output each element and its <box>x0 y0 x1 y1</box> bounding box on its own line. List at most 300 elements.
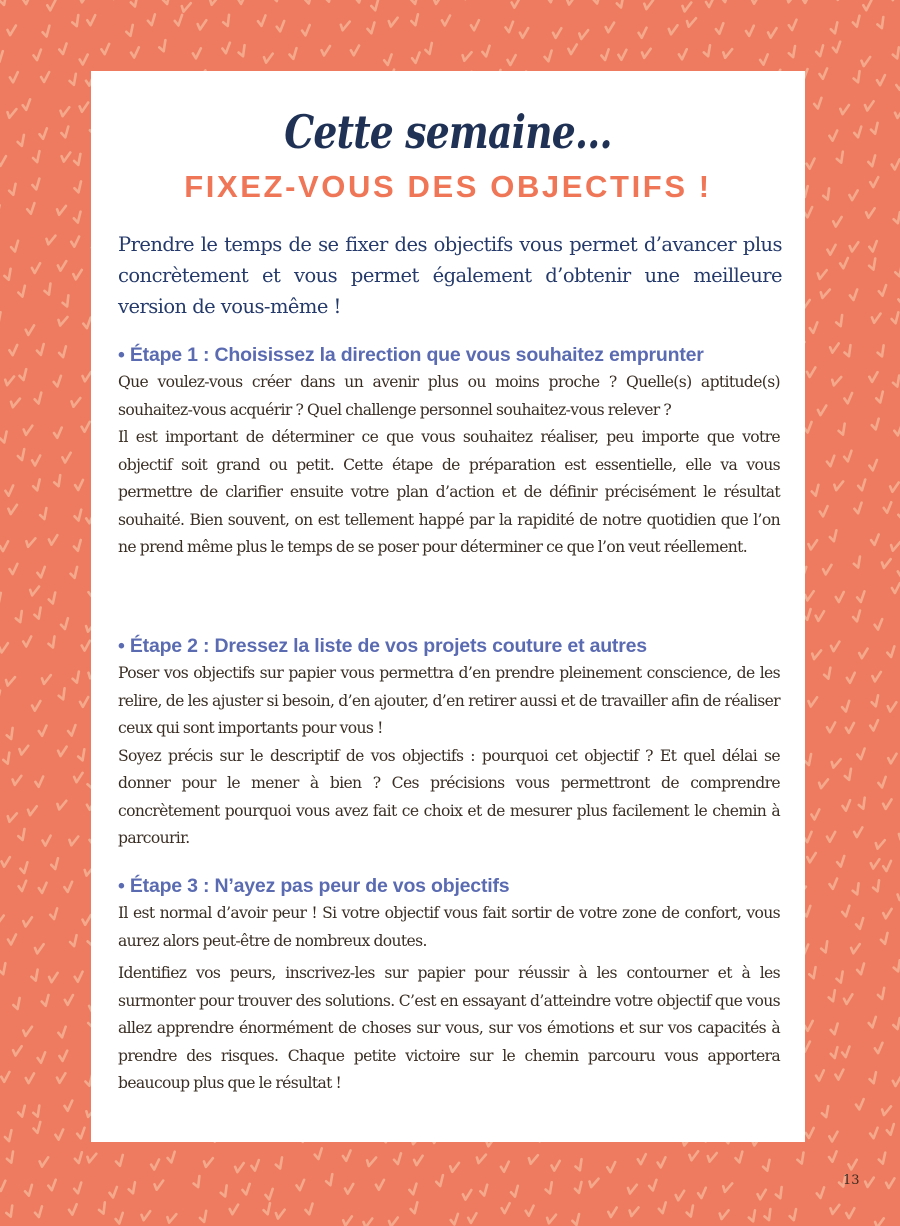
checkmark-icon <box>73 510 83 522</box>
checkmark-icon <box>274 1157 285 1169</box>
checkmark-icon <box>574 1159 585 1171</box>
checkmark-icon <box>442 15 450 25</box>
checkmark-icon <box>4 1130 14 1142</box>
checkmark-icon <box>468 1213 476 1223</box>
checkmark-icon <box>289 48 299 59</box>
checkmark-icon <box>26 203 35 214</box>
checkmark-icon <box>158 40 169 52</box>
checkmark-icon <box>818 778 828 789</box>
checkmark-icon <box>685 1206 695 1218</box>
checkmark-icon <box>880 933 890 945</box>
checkmark-icon <box>162 0 172 5</box>
checkmark-icon <box>871 880 882 892</box>
checkmark-icon <box>367 23 377 34</box>
checkmark-icon <box>807 852 816 863</box>
checkmark-icon <box>836 592 844 602</box>
checkmark-icon <box>64 882 73 892</box>
checkmark-icon <box>1 856 10 867</box>
checkmark-icon <box>242 1184 251 1195</box>
checkmark-icon <box>12 1045 21 1056</box>
checkmark-icon <box>883 799 892 810</box>
checkmark-icon <box>87 15 95 25</box>
checkmark-icon <box>41 673 51 684</box>
checkmark-icon <box>802 0 810 3</box>
checkmark-icon <box>857 480 867 491</box>
checkmark-icon <box>33 50 42 61</box>
checkmark-icon <box>238 0 246 4</box>
checkmark-icon <box>251 1160 260 1171</box>
checkmark-icon <box>835 152 846 164</box>
checkmark-icon <box>607 1162 615 1172</box>
checkmark-icon <box>433 0 442 4</box>
checkmark-icon <box>56 204 66 215</box>
checkmark-icon <box>811 809 819 819</box>
checkmark-icon <box>234 1162 243 1173</box>
checkmark-icon <box>544 1182 555 1194</box>
checkmark-icon <box>868 1072 878 1084</box>
checkmark-icon <box>658 1202 668 1213</box>
checkmark-icon <box>23 0 31 4</box>
checkmark-icon <box>853 127 863 138</box>
checkmark-icon <box>265 1189 274 1200</box>
step-3-heading: • Étape 3 : N’ayez pas peur de vos objectifs <box>118 875 510 897</box>
checkmark-icon <box>757 1189 766 1200</box>
checkmark-icon <box>869 372 877 382</box>
checkmark-icon <box>820 941 831 953</box>
checkmark-icon <box>45 234 55 246</box>
checkmark-icon <box>5 1152 16 1164</box>
checkmark-icon <box>410 1202 420 1214</box>
checkmark-icon <box>886 646 896 657</box>
checkmark-icon <box>865 207 874 218</box>
checkmark-icon <box>641 48 650 59</box>
checkmark-icon <box>82 641 90 651</box>
checkmark-icon <box>827 245 835 255</box>
step-1-paragraph-1: Que voulez-vous créer dans un avenir plus ou moins proche ? Quelle(s) aptitude(s) souhaitez-vous acquérir ? Quel challenge personnel souhaitez-vous relever ? <box>118 373 780 419</box>
checkmark-icon <box>384 54 393 65</box>
checkmark-icon <box>31 179 41 190</box>
checkmark-icon <box>566 0 576 5</box>
checkmark-icon <box>852 71 863 83</box>
checkmark-icon <box>615 0 625 8</box>
checkmark-icon <box>760 54 769 65</box>
checkmark-icon <box>510 1186 520 1197</box>
checkmark-icon <box>17 829 28 841</box>
checkmark-icon <box>571 1214 581 1226</box>
checkmark-icon <box>846 1208 854 1218</box>
checkmark-icon <box>388 16 398 27</box>
checkmark-icon <box>197 19 206 30</box>
checkmark-icon <box>841 906 850 917</box>
checkmark-icon <box>410 14 420 26</box>
checkmark-icon <box>71 15 82 27</box>
checkmark-icon <box>79 101 88 112</box>
checkmark-icon <box>682 1 692 12</box>
checkmark-icon <box>10 397 20 409</box>
checkmark-icon <box>41 995 51 1006</box>
checkmark-icon <box>8 934 16 944</box>
checkmark-icon <box>846 723 854 733</box>
step-2-paragraph-1: Poser vos objectifs sur papier vous permettra d’en prendre pleinement conscience, de les relire, de les ajuster si besoin, d’en ajouter, d’en retirer aussi et de travailler afin de réaliser ceux qui sont importants pour vous ! <box>118 664 780 737</box>
checkmark-icon <box>12 998 22 1010</box>
checkmark-icon <box>502 1203 510 1213</box>
checkmark-icon <box>22 99 31 110</box>
checkmark-icon <box>77 749 88 761</box>
checkmark-icon <box>60 618 70 629</box>
script-title: Cette semaine… <box>284 105 612 159</box>
checkmark-icon <box>351 45 359 55</box>
checkmark-icon <box>679 49 687 59</box>
checkmark-icon <box>59 43 68 54</box>
checkmark-icon <box>892 1018 900 1030</box>
checkmark-icon <box>815 611 824 622</box>
checkmark-icon <box>0 541 8 551</box>
checkmark-icon <box>47 636 58 648</box>
checkmark-icon <box>34 1206 44 1217</box>
checkmark-icon <box>747 1210 758 1222</box>
checkmark-icon <box>843 769 854 781</box>
checkmark-icon <box>869 460 878 471</box>
checkmark-icon <box>649 1180 658 1191</box>
checkmark-icon <box>366 1156 376 1168</box>
checkmark-icon <box>8 504 17 515</box>
checkmark-icon <box>276 21 285 32</box>
checkmark-icon <box>69 935 79 947</box>
checkmark-icon <box>827 832 835 842</box>
checkmark-icon <box>859 648 868 659</box>
checkmark-icon <box>870 858 879 869</box>
checkmark-icon <box>6 107 16 119</box>
checkmark-icon <box>815 45 825 56</box>
checkmark-icon <box>847 673 855 683</box>
checkmark-icon <box>48 1180 57 1191</box>
checkmark-icon <box>58 1027 67 1038</box>
checkmark-icon <box>896 79 900 90</box>
checkmark-icon <box>892 212 900 224</box>
step-3-paragraph-1: Il est normal d’avoir peur ! Si votre objectif vous fait sortir de votre zone de confort, vous aurez alors peut-être de nombreux doutes. <box>118 904 780 950</box>
checkmark-icon <box>844 994 853 1005</box>
checkmark-icon <box>33 608 44 620</box>
checkmark-icon <box>125 25 135 37</box>
checkmark-icon <box>1 1072 9 1082</box>
checkmark-icon <box>822 188 833 200</box>
checkmark-icon <box>829 530 839 542</box>
checkmark-icon <box>706 0 714 7</box>
checkmark-icon <box>856 1099 865 1110</box>
checkmark-icon <box>520 28 529 38</box>
page-number: 13 <box>843 1173 860 1188</box>
checkmark-icon <box>69 567 79 579</box>
checkmark-icon <box>9 345 17 355</box>
checkmark-icon <box>857 798 868 810</box>
checkmark-icon <box>868 1017 877 1028</box>
checkmark-icon <box>840 258 849 268</box>
checkmark-icon <box>32 479 42 491</box>
checkmark-icon <box>830 1203 840 1214</box>
checkmark-icon <box>33 393 43 405</box>
checkmark-icon <box>69 1204 78 1215</box>
checkmark-icon <box>262 1203 272 1215</box>
checkmark-icon <box>39 883 47 893</box>
checkmark-icon <box>17 286 27 298</box>
checkmark-icon <box>0 691 2 703</box>
checkmark-icon <box>20 862 30 873</box>
checkmark-icon <box>64 1101 72 1111</box>
checkmark-icon <box>891 312 900 324</box>
checkmark-icon <box>829 131 837 141</box>
checkmark-icon <box>34 943 43 954</box>
checkmark-icon <box>109 1187 118 1198</box>
checkmark-icon <box>60 106 70 117</box>
checkmark-icon <box>414 1155 423 1166</box>
checkmark-icon <box>23 1026 32 1037</box>
checkmark-icon <box>816 1187 825 1198</box>
checkmark-icon <box>888 753 897 764</box>
checkmark-icon <box>61 295 72 307</box>
checkmark-icon <box>58 346 68 357</box>
checkmark-icon <box>115 1213 124 1224</box>
checkmark-icon <box>588 1177 598 1189</box>
checkmark-icon <box>14 611 25 623</box>
checkmark-icon <box>881 1105 891 1117</box>
checkmark-icon <box>849 289 858 300</box>
checkmark-icon <box>876 345 887 357</box>
checkmark-icon <box>818 405 827 416</box>
checkmark-icon <box>551 1161 559 1171</box>
checkmark-icon <box>768 27 777 38</box>
checkmark-icon <box>890 540 900 552</box>
checkmark-icon <box>774 1187 785 1199</box>
checkmark-icon <box>601 49 610 60</box>
checkmark-icon <box>881 558 891 569</box>
checkmark-icon <box>56 799 66 811</box>
checkmark-icon <box>877 1153 887 1165</box>
checkmark-icon <box>324 0 334 2</box>
checkmark-icon <box>82 371 91 382</box>
checkmark-icon <box>628 1206 638 1218</box>
checkmark-icon <box>816 1070 824 1080</box>
checkmark-icon <box>698 1188 707 1198</box>
checkmark-icon <box>192 1176 203 1188</box>
checkmark-icon <box>151 1159 159 1169</box>
checkmark-icon <box>0 1017 1 1029</box>
checkmark-icon <box>721 0 730 2</box>
checkmark-icon <box>263 52 273 63</box>
checkmark-icon <box>808 967 819 979</box>
checkmark-icon <box>314 1148 324 1159</box>
checkmark-icon <box>842 800 851 811</box>
checkmark-icon <box>221 15 232 27</box>
step-1-paragraph-2: Il est important de déterminer ce que vous souhaitez réaliser, peu importe que votre objectif soit grand ou petit. Cette étape de préparation est essentielle, elle va vous permettre de clarifier ensuite votre plan d’action et de définir précisément le résultat souhaité. Bien souvent, on est tellement happé par la rapidité de notre quotidien que l’on ne prend même plus le temps de se poser pour déterminer ce que l’on veut réellement. <box>118 428 780 556</box>
checkmark-icon <box>321 45 330 56</box>
checkmark-icon <box>820 287 830 299</box>
checkmark-icon <box>638 1154 646 1164</box>
checkmark-icon <box>854 827 863 837</box>
checkmark-icon <box>209 0 219 6</box>
checkmark-icon <box>897 890 900 901</box>
checkmark-icon <box>852 611 862 622</box>
step-2-paragraph-2: Soyez précis sur le descriptif de vos objectifs : pourquoi cet objectif ? Et quel délai se donner pour le mener à bien ? Ces précisions vous permettront de comprendre concrètement pourquoi vous avez fait ce choix et de mesurer plus facilement le chemin à parcourir. <box>118 746 780 847</box>
checkmark-icon <box>18 744 28 755</box>
checkmark-icon <box>222 43 231 54</box>
checkmark-icon <box>639 28 647 38</box>
checkmark-icon <box>340 20 350 32</box>
checkmark-icon <box>32 151 42 163</box>
checkmark-icon <box>883 502 892 513</box>
checkmark-icon <box>30 970 41 982</box>
checkmark-icon <box>894 108 900 119</box>
checkmark-icon <box>819 68 828 79</box>
checkmark-icon <box>852 557 863 569</box>
step-1-heading: • Étape 1 : Choisissez la direction que vous souhaitez emprunter <box>118 344 704 366</box>
checkmark-icon <box>820 1106 831 1118</box>
checkmark-icon <box>75 972 83 982</box>
checkmark-icon <box>49 908 59 919</box>
checkmark-icon <box>32 1122 42 1133</box>
checkmark-icon <box>47 0 55 10</box>
checkmark-icon <box>304 0 314 4</box>
checkmark-icon <box>54 428 63 438</box>
checkmark-icon <box>370 0 380 11</box>
checkmark-icon <box>820 506 828 516</box>
checkmark-icon <box>835 1070 843 1080</box>
checkmark-icon <box>36 344 46 355</box>
checkmark-icon <box>788 1209 798 1221</box>
checkmark-icon <box>883 861 891 871</box>
checkmark-icon <box>829 342 838 353</box>
checkmark-icon <box>23 425 32 436</box>
checkmark-icon <box>71 672 82 684</box>
checkmark-icon <box>875 838 885 850</box>
checkmark-icon <box>843 345 854 357</box>
checkmark-icon <box>296 1180 305 1191</box>
checkmark-icon <box>5 485 13 495</box>
checkmark-icon <box>23 636 31 646</box>
checkmark-icon <box>435 1175 445 1187</box>
checkmark-icon <box>526 1206 534 1216</box>
checkmark-icon <box>53 475 64 487</box>
checkmark-icon <box>18 881 27 892</box>
checkmark-icon <box>73 1183 83 1194</box>
checkmark-icon <box>101 44 110 54</box>
checkmark-icon <box>592 0 602 4</box>
checkmark-icon <box>872 671 881 682</box>
checkmark-icon <box>39 726 48 736</box>
checkmark-icon <box>42 836 50 846</box>
checkmark-icon <box>237 45 248 57</box>
checkmark-icon <box>823 668 834 680</box>
checkmark-icon <box>27 805 37 816</box>
checkmark-icon <box>857 749 866 760</box>
checkmark-icon <box>507 55 515 65</box>
checkmark-icon <box>57 688 68 700</box>
checkmark-icon <box>342 1215 351 1226</box>
checkmark-icon <box>814 98 823 109</box>
checkmark-icon <box>841 1047 850 1058</box>
checkmark-icon <box>166 1212 176 1224</box>
checkmark-icon <box>835 972 846 984</box>
checkmark-icon <box>892 960 900 972</box>
checkmark-icon <box>355 0 364 3</box>
checkmark-icon <box>528 1153 538 1165</box>
checkmark-icon <box>86 1152 96 1164</box>
checkmark-icon <box>42 26 52 37</box>
checkmark-icon <box>871 312 880 323</box>
checkmark-icon <box>50 858 60 869</box>
checkmark-icon <box>547 0 556 2</box>
step-3-paragraph-2: Identifiez vos peurs, inscrivez-les sur papier pour réussir à les contourner et à les surmonter pour trouver des solutions. C’est en essayant d’atteindre votre objectif que vous allez apprendre énormément de choses sur vous, sur vos émotions et sur vos capacités à prendre des risques. Chaque petite victoire sur le chemin parcouru vous apportera beaucoup plus que le résultat ! <box>118 964 780 1092</box>
checkmark-icon <box>805 1021 813 1031</box>
checkmark-icon <box>829 1131 837 1141</box>
checkmark-icon <box>848 1159 857 1169</box>
checkmark-icon <box>886 1178 895 1189</box>
checkmark-icon <box>893 1076 900 1086</box>
checkmark-icon <box>568 44 577 55</box>
checkmark-icon <box>722 1181 732 1193</box>
checkmark-icon <box>80 697 88 707</box>
checkmark-icon <box>79 0 88 3</box>
checkmark-icon <box>827 990 838 1002</box>
checkmark-icon <box>73 154 83 166</box>
checkmark-icon <box>461 50 471 62</box>
checkmark-icon <box>553 28 562 38</box>
checkmark-icon <box>275 1208 285 1219</box>
checkmark-icon <box>832 42 841 53</box>
checkmark-icon <box>75 480 83 490</box>
checkmark-icon <box>73 269 82 280</box>
checkmark-icon <box>861 56 870 67</box>
checkmark-icon <box>68 835 78 846</box>
checkmark-icon <box>817 269 827 280</box>
checkmark-icon <box>57 315 67 327</box>
checkmark-icon <box>229 1204 238 1215</box>
checkmark-icon <box>827 722 835 732</box>
checkmark-icon <box>424 43 434 55</box>
checkmark-icon <box>829 879 838 890</box>
checkmark-icon <box>870 177 878 187</box>
checkmark-icon <box>844 451 853 462</box>
checkmark-icon <box>578 29 588 40</box>
checkmark-icon <box>49 972 58 983</box>
checkmark-icon <box>675 1190 684 1201</box>
checkmark-icon <box>878 285 887 296</box>
checkmark-icon <box>2 753 13 765</box>
checkmark-icon <box>199 1211 209 1223</box>
checkmark-icon <box>17 449 27 461</box>
checkmark-icon <box>449 1161 459 1172</box>
checkmark-icon <box>877 988 887 1000</box>
checkmark-icon <box>23 916 32 927</box>
checkmark-icon <box>878 777 887 788</box>
checkmark-icon <box>763 1209 774 1221</box>
checkmark-icon <box>722 47 732 58</box>
checkmark-icon <box>18 369 28 381</box>
checkmark-icon <box>702 45 713 57</box>
checkmark-icon <box>804 590 813 601</box>
step-3-section <box>118 872 780 1098</box>
checkmark-icon <box>147 14 157 25</box>
checkmark-icon <box>856 963 866 974</box>
checkmark-icon <box>43 284 54 296</box>
checkmark-icon <box>796 1153 807 1165</box>
checkmark-icon <box>0 51 4 62</box>
checkmark-icon <box>608 1207 617 1218</box>
checkmark-icon <box>875 392 885 404</box>
checkmark-icon <box>0 205 2 217</box>
checkmark-icon <box>850 943 859 954</box>
checkmark-icon <box>804 207 812 217</box>
checkmark-icon <box>876 17 887 29</box>
